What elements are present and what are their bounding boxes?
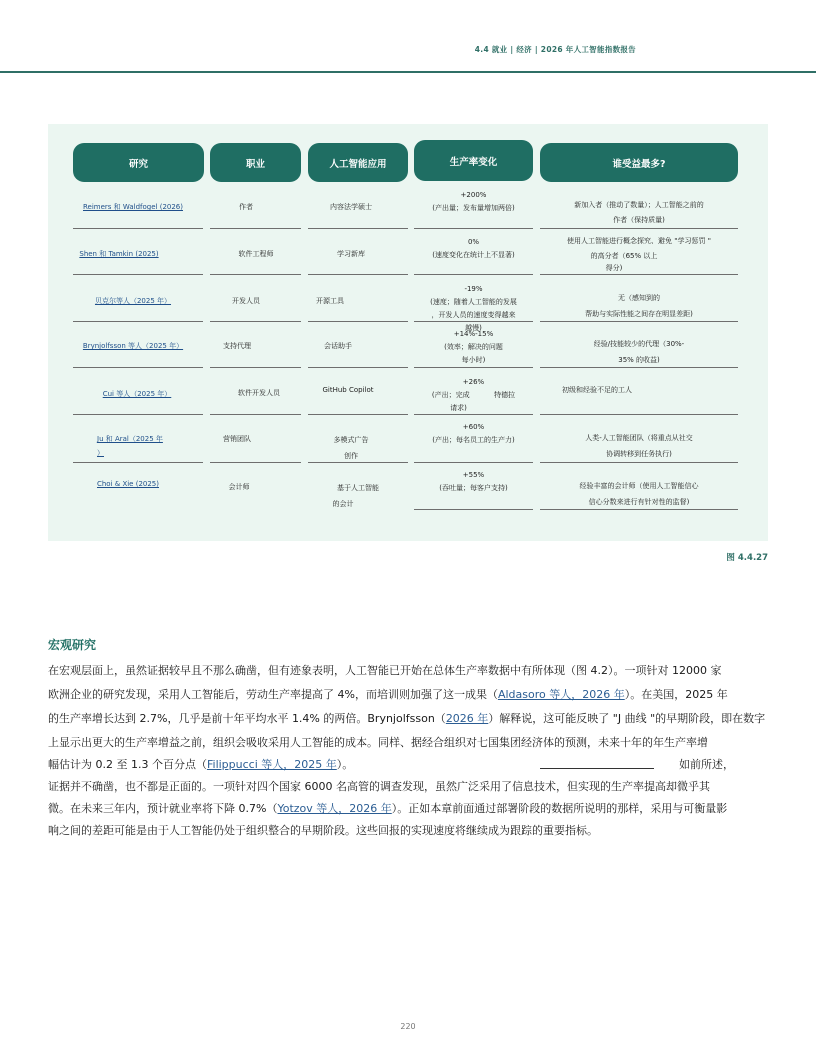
row-divider — [414, 414, 533, 415]
study-link[interactable]: Reimers 和 Waldfogel (2026) — [83, 203, 183, 211]
productivity-change-cell: -19% (速度；随着人工智能的发展 ，开发人员的速度变得越来 越慢) — [430, 285, 517, 332]
body-line: 响之间的差距可能是由于人工智能仍处于组织整合的早期阶段。这些回报的实现速度将继续成为跟踪的重要指标。 — [48, 824, 598, 837]
section-title: 宏观研究 — [48, 638, 97, 652]
row-divider — [414, 274, 533, 275]
occupation-cell: 开发人员 — [232, 297, 260, 305]
row-divider — [540, 367, 738, 368]
running-header: 4.4 就业 | 经济 | 2026 年人工智能指数报告 — [474, 45, 636, 54]
application-cell: 内容法学硕士 — [330, 203, 372, 211]
occupation-cell: 软件开发人员 — [238, 389, 280, 397]
productivity-change-cell: +55% (吞吐量；每客户支持) — [439, 471, 508, 492]
header-divider — [0, 71, 816, 73]
body-line: 上显示出更大的生产率增益之前，组织会吸收采用人工智能的成本。同样、据经合组织对七国集团经济体的预测，未来十年的年生产率增 — [48, 736, 708, 749]
beneficiaries-cell: 初级和经验不足的工人 — [562, 386, 632, 394]
row-divider — [210, 367, 301, 368]
row-divider — [308, 462, 408, 463]
row-divider — [73, 274, 203, 275]
application-cell: 基于人工智能 的会计 — [332, 484, 379, 508]
row-divider — [414, 321, 533, 322]
body-line: 在宏观层面上，虽然证据较早且不那么确凿，但有迹象表明，人工智能已开始在总体生产率数据中有所体现（图 4.2）。一项针对 12000 家 — [48, 664, 722, 677]
row-divider — [308, 274, 408, 275]
productivity-change-cell: +60% (产出；每名员工的生产力) — [432, 423, 515, 444]
study-link[interactable]: Brynjolfsson 等人（2025 年） — [82, 342, 184, 350]
row-divider — [73, 228, 203, 229]
productivity-change-cell: +14%-15% (效率；解决的问题 每小时) — [444, 330, 503, 364]
row-divider — [414, 228, 533, 229]
row-divider — [540, 414, 738, 415]
row-divider — [308, 321, 408, 322]
citation-link[interactable]: Aldasoro 等人，2026 年 — [497, 688, 625, 701]
row-divider — [73, 414, 203, 415]
study-link[interactable]: Shen 和 Tamkin (2025) — [79, 250, 159, 258]
row-divider — [540, 228, 738, 229]
body-line: 欧洲企业的研究发现，采用人工智能后，劳动生产率提高了 4%，而培训则加强了这一成果（Aldasoro 等人，2026 年）。在美国，2025 年 — [48, 688, 728, 701]
citation-link[interactable]: Yotzov 等人，2026 年 — [277, 802, 392, 815]
row-divider — [210, 228, 301, 229]
study-link[interactable]: 贝克尔等人（2025 年） — [94, 297, 172, 305]
figure-label: 图 4.4.27 — [726, 553, 768, 563]
row-divider — [308, 367, 408, 368]
row-divider — [73, 462, 203, 463]
beneficiaries-cell: 经验丰富的会计师（使用人工智能信心 信心分数来进行有针对性的监督) — [579, 482, 699, 506]
row-divider — [210, 274, 301, 275]
row-divider — [414, 367, 533, 368]
study-link[interactable]: Choi & Xie (2025) — [96, 480, 159, 488]
body-line: 证据并不确凿，也不都是正面的。一项针对四个国家 6000 名高管的调查发现，虽然广泛采用了信息技术，但实现的生产率提高却微乎其 — [48, 780, 710, 793]
citation-link[interactable]: Filippucci 等人，2025 年 — [206, 758, 337, 771]
occupation-cell: 软件工程师 — [238, 250, 274, 258]
occupation-cell: 会计师 — [228, 483, 250, 491]
row-divider — [540, 509, 738, 510]
beneficiaries-cell: 经验/技能较少的代理（30%- 35% 的收益) — [593, 340, 685, 364]
application-cell: GitHub Copilot — [322, 386, 374, 394]
column-header-beneficiaries: 谁受益最多? — [540, 143, 738, 182]
row-divider — [540, 462, 738, 463]
application-cell: 开源工具 — [316, 297, 344, 305]
application-cell: 多模式广告 创作 — [333, 436, 369, 460]
occupation-cell: 作者 — [239, 203, 253, 211]
column-header-study: 研究 — [73, 143, 204, 182]
column-header-occupation: 职业 — [210, 143, 301, 182]
study-link[interactable]: Ju 和 Aral（2025 年 ） — [97, 435, 163, 457]
inline-rule — [540, 768, 654, 769]
row-divider — [210, 321, 301, 322]
productivity-change-cell: 0% (速度变化在统计上不显著) — [432, 238, 515, 259]
row-divider — [540, 321, 738, 322]
row-divider — [308, 228, 408, 229]
row-divider — [308, 414, 408, 415]
column-header-change: 生产率变化 — [414, 140, 533, 181]
row-divider — [414, 462, 533, 463]
row-divider — [73, 321, 203, 322]
body-line: 微。在未来三年内，预计就业率将下降 0.7%（Yotzov 等人，2026 年）。正如本章前面通过部署阶段的数据所说明的那样，采用与可衡量影 — [48, 802, 728, 815]
column-header-application: 人工智能应用 — [308, 143, 408, 182]
application-cell: 学习新库 — [337, 250, 365, 258]
beneficiaries-cell: 无（感知到的 帮助与实际性能之间存在明显差距) — [585, 294, 693, 318]
row-divider — [73, 367, 203, 368]
occupation-cell: 营销团队 — [223, 435, 251, 443]
row-divider — [540, 274, 738, 275]
productivity-change-cell: +26% (产出；完成 特德拉 请求) — [431, 378, 516, 412]
body-line: 幅估计为 0.2 至 1.3 个百分点（Filippucci 等人，2025 年）。 — [48, 758, 354, 771]
page-number: 220 — [400, 1022, 416, 1031]
application-cell: 会话助手 — [324, 342, 352, 350]
row-divider — [210, 414, 301, 415]
row-divider — [414, 509, 533, 510]
beneficiaries-cell: 人类-人工智能团队（将重点从社交 协调转移到任务执行) — [585, 434, 693, 458]
productivity-change-cell: +200% (产出量；发布量增加两倍) — [432, 191, 515, 212]
beneficiaries-cell: 使用人工智能进行概念探究、避免 "学习惩罚 " 的高分者（65% 以上 得分) — [567, 237, 711, 272]
citation-link[interactable]: 2026 年 — [445, 712, 489, 725]
occupation-cell: 支持代理 — [223, 342, 251, 350]
body-line: 的生产率增长达到 2.7%，几乎是前十年平均水平 1.4% 的两倍。Brynjolfsson（2026 年）解释说，这可能反映了 "J 曲线 "的早期阶段，即在数字 — [48, 712, 766, 725]
body-fragment: 如前所述， — [679, 758, 734, 771]
study-link[interactable]: Cui 等人（2025 年） — [102, 390, 172, 398]
beneficiaries-cell: 新加入者（推动了数量）；人工智能之前的 作者（保持质量) — [574, 201, 704, 224]
row-divider — [210, 462, 301, 463]
